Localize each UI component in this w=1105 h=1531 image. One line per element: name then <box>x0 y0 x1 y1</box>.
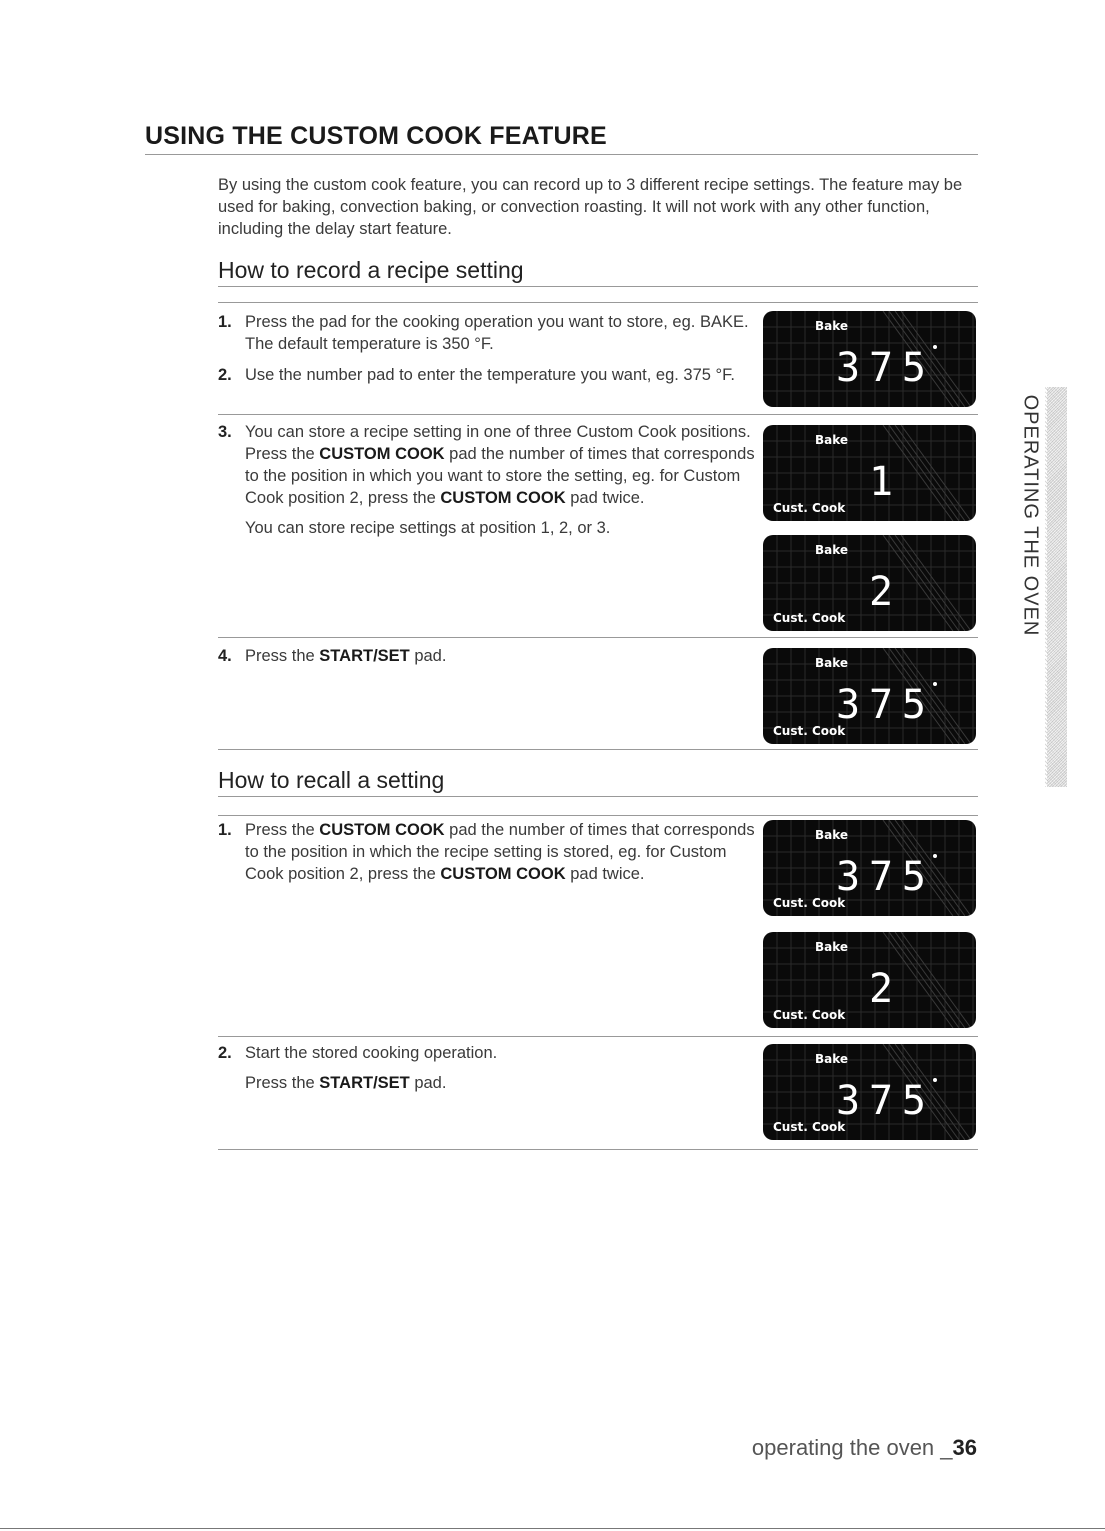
display-value: 375 <box>836 854 926 900</box>
display-value: 375 <box>836 682 926 728</box>
record-heading: How to record a recipe setting <box>218 257 978 287</box>
step-number: 1. <box>218 313 232 331</box>
side-tab-label: OPERATING THE OVEN <box>1019 394 1042 636</box>
recall-step-2 <box>218 1042 758 1094</box>
display-value: 375 <box>836 345 926 391</box>
divider <box>218 414 978 415</box>
step-text: Press the pad for the cooking operation you want to store, eg. BAKE. The default temperature is 350 °F. <box>245 313 749 353</box>
divider <box>218 1036 978 1037</box>
oven-display <box>763 648 976 744</box>
step-number: 3. <box>218 423 232 441</box>
divider <box>218 749 978 750</box>
display-value: 2 <box>868 569 894 615</box>
display-mode-label: Bake <box>815 1052 849 1066</box>
display-sub-label: Cust. Cook <box>773 1008 846 1022</box>
display-mode-label: Bake <box>815 433 849 447</box>
display-sub-label: Cust. Cook <box>773 501 846 515</box>
divider <box>218 302 978 303</box>
record-step-4 <box>218 645 758 667</box>
display-value: 2 <box>868 966 894 1012</box>
oven-display <box>763 820 976 916</box>
record-step-3 <box>218 421 763 539</box>
oven-display <box>763 311 976 407</box>
record-step-2 <box>218 364 758 386</box>
record-step-1 <box>218 311 758 355</box>
oven-display <box>763 425 976 521</box>
step-text: Start the stored cooking operation. <box>245 1044 498 1062</box>
step-number: 4. <box>218 647 232 665</box>
display-mode-label: Bake <box>815 940 849 954</box>
step-text: Press the START/SET pad. <box>245 647 447 665</box>
page-title: USING THE CUSTOM COOK FEATURE <box>145 122 978 155</box>
step-number: 2. <box>218 1044 232 1062</box>
display-mode-label: Bake <box>815 543 849 557</box>
oven-display <box>763 932 976 1028</box>
display-mode-label: Bake <box>815 656 849 670</box>
display-sub-label: Cust. Cook <box>773 611 846 625</box>
display-value: 375 <box>836 1078 926 1124</box>
display-sub-label: Cust. Cook <box>773 1120 846 1134</box>
oven-display <box>763 535 976 631</box>
recall-heading: How to recall a setting <box>218 767 978 797</box>
recall-step-1 <box>218 819 758 885</box>
step-text-2: Press the START/SET pad. <box>245 1074 447 1092</box>
display-mode-label: Bake <box>815 828 849 842</box>
step-number: 1. <box>218 821 232 839</box>
step-text: Use the number pad to enter the temperature you want, eg. 375 °F. <box>245 366 735 384</box>
display-mode-label: Bake <box>815 319 849 333</box>
divider <box>218 815 978 816</box>
bottom-rule <box>0 1528 1105 1529</box>
step-text: Press the CUSTOM COOK pad the number of times that corresponds to the position in which the recipe setting is stored, eg. for Custom Cook position 2, press the CUSTOM COOK pad twice. <box>245 821 755 883</box>
page-footer: operating the oven _36 <box>751 1435 977 1460</box>
divider <box>218 637 978 638</box>
page-number: 36 <box>952 1435 977 1460</box>
display-value: 1 <box>868 459 894 505</box>
display-sub-label: Cust. Cook <box>773 896 846 910</box>
divider <box>218 1149 978 1150</box>
step-note: You can store recipe settings at position 1, 2, or 3. <box>245 519 611 537</box>
display-sub-label: Cust. Cook <box>773 724 846 738</box>
step-number: 2. <box>218 366 232 384</box>
step-text: You can store a recipe setting in one of three Custom Cook positions. Press the CUSTOM COOK pad the number of times that corresponds to the position in which you want to store the setting, eg. for Custom Cook position 2, press the CUSTOM COOK pad twice. <box>245 423 755 507</box>
intro-paragraph: By using the custom cook feature, you can record up to 3 different recipe settings. The feature may be used for baking, convection baking, or convection roasting. It will not work with any other function, including the delay start feature. <box>218 176 963 238</box>
oven-display <box>763 1044 976 1140</box>
